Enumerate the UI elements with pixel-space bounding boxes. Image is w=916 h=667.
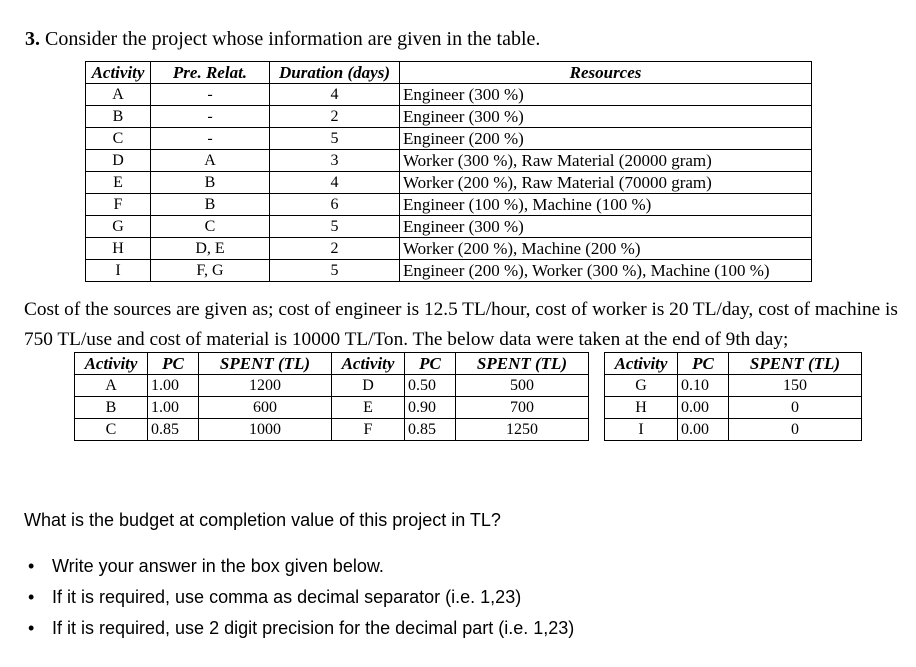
progress-table-row xyxy=(332,397,589,419)
cell-duration: 5 xyxy=(270,260,400,282)
cell-pre-relat: - xyxy=(151,84,270,106)
cell-resources: Engineer (200 %), Worker (300 %), Machine (100 %) xyxy=(400,260,812,282)
question-body: What is the budget at completion value of this project in TL? xyxy=(24,510,501,530)
cell-activity: I xyxy=(605,419,678,441)
cell-activity: F xyxy=(86,194,151,216)
cell-duration: 5 xyxy=(270,216,400,238)
progress-table-1 xyxy=(74,352,332,441)
cell-activity: B xyxy=(86,106,151,128)
instruction-text: If it is required, use 2 digit precision for the decimal part (i.e. 1,23) xyxy=(52,618,575,638)
cell-activity: I xyxy=(86,260,151,282)
cell-pre-relat: F, G xyxy=(151,260,270,282)
cell-resources: Worker (300 %), Raw Material (20000 gram) xyxy=(400,150,812,172)
question-number: 3. xyxy=(25,28,40,50)
progress-table-2 xyxy=(331,352,589,441)
project-table-row xyxy=(86,106,812,128)
cell-pc: 0.00 xyxy=(678,419,729,441)
progress-table-header-row xyxy=(332,353,589,375)
cell-activity: H xyxy=(605,397,678,419)
cell-resources: Engineer (300 %) xyxy=(400,106,812,128)
cell-activity: G xyxy=(86,216,151,238)
bullet-icon: • xyxy=(28,587,35,607)
project-table-row xyxy=(86,172,812,194)
progress-table-row xyxy=(75,397,332,419)
cost-description: Cost of the sources are given as; cost of engineer is 12.5 TL/hour, cost of worker is 20 TL/day, cost of machine is 750 TL/use and cost of material is 10000 TL/Ton. The below data were taken at the end of 9th day; xyxy=(24,299,898,350)
cell-pc: 1.00 xyxy=(148,397,199,419)
cell-activity: E xyxy=(332,397,405,419)
cell-activity: C xyxy=(75,419,148,441)
cell-pc: 1.00 xyxy=(148,375,199,397)
cell-pc: 0.85 xyxy=(148,419,199,441)
cell-resources: Engineer (100 %), Machine (100 %) xyxy=(400,194,812,216)
cell-activity: A xyxy=(86,84,151,106)
cell-resources: Engineer (200 %) xyxy=(400,128,812,150)
cell-duration: 4 xyxy=(270,172,400,194)
cell-pre-relat: - xyxy=(151,106,270,128)
header-activity: Activity xyxy=(332,353,405,375)
cell-activity: C xyxy=(86,128,151,150)
cell-pc: 0.50 xyxy=(405,375,456,397)
project-table xyxy=(85,61,812,282)
project-table-row xyxy=(86,150,812,172)
cell-spent: 1000 xyxy=(199,419,332,441)
cell-pc: 0.90 xyxy=(405,397,456,419)
instruction-item xyxy=(28,583,574,614)
progress-table-row xyxy=(605,419,862,441)
question-intro: Consider the project whose information are given in the table. xyxy=(45,28,541,50)
header-pc: PC xyxy=(405,353,456,375)
question-title xyxy=(25,28,540,51)
cell-resources: Worker (200 %), Raw Material (70000 gram) xyxy=(400,172,812,194)
cell-activity: B xyxy=(75,397,148,419)
project-table-row xyxy=(86,128,812,150)
progress-table-header-row xyxy=(605,353,862,375)
cell-spent: 1200 xyxy=(199,375,332,397)
cell-spent: 600 xyxy=(199,397,332,419)
cell-activity: A xyxy=(75,375,148,397)
cell-activity: D xyxy=(332,375,405,397)
cell-pre-relat: A xyxy=(151,150,270,172)
cell-activity: D xyxy=(86,150,151,172)
header-activity: Activity xyxy=(75,353,148,375)
header-pre-relat: Pre. Relat. xyxy=(151,62,270,84)
header-activity: Activity xyxy=(605,353,678,375)
cell-pre-relat: B xyxy=(151,194,270,216)
cell-spent: 0 xyxy=(729,397,862,419)
cell-duration: 4 xyxy=(270,84,400,106)
cell-spent: 150 xyxy=(729,375,862,397)
cell-activity: G xyxy=(605,375,678,397)
instruction-text: If it is required, use comma as decimal separator (i.e. 1,23) xyxy=(52,587,522,607)
cell-activity: F xyxy=(332,419,405,441)
cell-duration: 3 xyxy=(270,150,400,172)
bullet-icon: • xyxy=(28,618,35,638)
progress-table-header-row xyxy=(75,353,332,375)
cell-resources: Engineer (300 %) xyxy=(400,216,812,238)
cell-duration: 2 xyxy=(270,238,400,260)
header-resources: Resources xyxy=(400,62,812,84)
cell-pre-relat: - xyxy=(151,128,270,150)
cell-resources: Worker (200 %), Machine (200 %) xyxy=(400,238,812,260)
progress-table-row xyxy=(605,375,862,397)
instructions-list xyxy=(28,552,574,645)
instruction-item xyxy=(28,552,574,583)
cell-pre-relat: C xyxy=(151,216,270,238)
project-table-row xyxy=(86,216,812,238)
progress-table-3 xyxy=(604,352,862,441)
cell-duration: 2 xyxy=(270,106,400,128)
cell-spent: 500 xyxy=(456,375,589,397)
header-activity: Activity xyxy=(86,62,151,84)
header-pc: PC xyxy=(148,353,199,375)
header-spent: SPENT (TL) xyxy=(729,353,862,375)
project-table-row xyxy=(86,194,812,216)
cell-duration: 5 xyxy=(270,128,400,150)
project-table-body xyxy=(86,84,812,282)
cell-activity: H xyxy=(86,238,151,260)
project-table-header-row xyxy=(86,62,812,84)
instruction-text: Write your answer in the box given below. xyxy=(52,556,384,576)
progress-table-row xyxy=(605,397,862,419)
project-table-row xyxy=(86,260,812,282)
progress-table-row xyxy=(332,375,589,397)
cell-pre-relat: B xyxy=(151,172,270,194)
progress-table-row xyxy=(75,419,332,441)
bullet-icon: • xyxy=(28,556,35,576)
cell-duration: 6 xyxy=(270,194,400,216)
cell-spent: 0 xyxy=(729,419,862,441)
progress-table-row xyxy=(75,375,332,397)
cell-pre-relat: D, E xyxy=(151,238,270,260)
project-table-row xyxy=(86,238,812,260)
cell-pc: 0.85 xyxy=(405,419,456,441)
cell-resources: Engineer (300 %) xyxy=(400,84,812,106)
progress-table-row xyxy=(332,419,589,441)
cell-activity: E xyxy=(86,172,151,194)
cell-pc: 0.00 xyxy=(678,397,729,419)
cell-spent: 1250 xyxy=(456,419,589,441)
cell-pc: 0.10 xyxy=(678,375,729,397)
header-spent: SPENT (TL) xyxy=(456,353,589,375)
header-pc: PC xyxy=(678,353,729,375)
header-spent: SPENT (TL) xyxy=(199,353,332,375)
project-table-row xyxy=(86,84,812,106)
header-duration: Duration (days) xyxy=(270,62,400,84)
instruction-item xyxy=(28,614,574,645)
cell-spent: 700 xyxy=(456,397,589,419)
